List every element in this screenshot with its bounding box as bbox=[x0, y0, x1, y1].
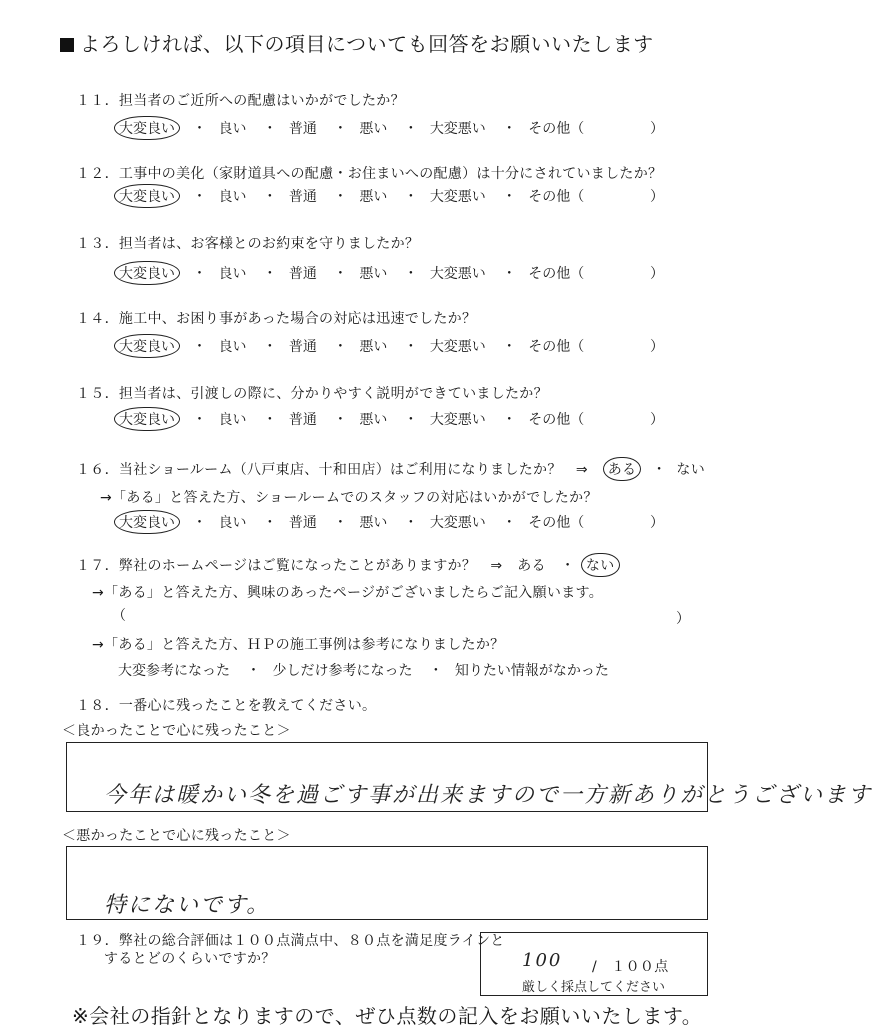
question-16-sub: →「ある」と答えた方、ショールームでのスタッフの対応はいかがでしたか？ bbox=[100, 490, 598, 506]
question-15: １５．担当者は、引渡しの際に、分かりやすく説明ができていましたか？ bbox=[76, 386, 548, 402]
question-13-options: 大変良い ・ 良い ・ 普通 ・ 悪い ・ 大変悪い ・ その他（ bbox=[118, 263, 584, 283]
option-other[interactable]: その他（ bbox=[528, 266, 585, 282]
question-17-sub1: →「ある」と答えた方、興味のあったページがございましたらご記入願います。 bbox=[92, 585, 603, 601]
paren-close: ） bbox=[650, 189, 664, 205]
option-other[interactable]: その他（ bbox=[528, 189, 585, 205]
option-bad[interactable]: 悪い bbox=[359, 121, 388, 137]
option-normal[interactable]: 普通 bbox=[288, 189, 317, 205]
paren-close: ） bbox=[676, 611, 691, 627]
option-good[interactable]: 良い bbox=[218, 189, 247, 205]
option-very-bad[interactable]: 大変悪い bbox=[429, 515, 486, 531]
question-17: １７．弊社のホームページはご覧になったことがありますか？ ⇒ ある ・ ない bbox=[76, 555, 616, 575]
paren-close: ） bbox=[650, 121, 664, 137]
question-19-line1: １９．弊社の総合評価は１００点満点中、８０点を満足度ラインと bbox=[76, 933, 505, 949]
option-bad[interactable]: 悪い bbox=[359, 515, 388, 531]
answer-no-selected[interactable]: ない bbox=[581, 553, 620, 577]
option-good[interactable]: 良い bbox=[218, 266, 247, 282]
choice-very-helpful[interactable]: 大変参考になった bbox=[118, 663, 230, 679]
option-very-good-selected[interactable]: 大変良い bbox=[114, 116, 180, 140]
question-11: １１．担当者のご近所への配慮はいかがでしたか？ bbox=[76, 93, 405, 109]
answer-yes[interactable]: ある bbox=[517, 558, 546, 574]
option-other[interactable]: その他（ bbox=[528, 515, 585, 531]
question-15-options: 大変良い ・ 良い ・ 普通 ・ 悪い ・ 大変悪い ・ その他（ bbox=[118, 409, 584, 429]
option-very-good-selected[interactable]: 大変良い bbox=[114, 261, 180, 285]
question-16-options: 大変良い ・ 良い ・ 普通 ・ 悪い ・ 大変悪い ・ その他（ bbox=[118, 512, 584, 532]
section-header bbox=[60, 28, 654, 57]
black-square-icon bbox=[60, 38, 74, 52]
option-other[interactable]: その他（ bbox=[528, 121, 585, 137]
bad-memory-label: ＜悪かったことで心に残ったこと＞ bbox=[62, 828, 291, 844]
score-note: 厳しく採点してください bbox=[522, 980, 666, 995]
answer-yes-selected[interactable]: ある bbox=[603, 457, 642, 481]
good-memory-label: ＜良かったことで心に残ったこと＞ bbox=[62, 723, 291, 739]
question-12-options: 大変良い ・ 良い ・ 普通 ・ 悪い ・ 大変悪い ・ その他（ bbox=[118, 186, 584, 206]
option-normal[interactable]: 普通 bbox=[288, 515, 317, 531]
paren-close: ） bbox=[650, 515, 664, 531]
option-bad[interactable]: 悪い bbox=[359, 189, 388, 205]
bad-memory-answer: 特にないです。 bbox=[104, 893, 271, 918]
option-bad[interactable]: 悪い bbox=[359, 412, 388, 428]
header-text: よろしければ、以下の項目についても回答をお願いいたします bbox=[80, 32, 654, 56]
choice-somewhat-helpful[interactable]: 少しだけ参考になった bbox=[272, 663, 413, 679]
option-bad[interactable]: 悪い bbox=[359, 266, 388, 282]
option-good[interactable]: 良い bbox=[218, 121, 247, 137]
question-11-options: 大変良い ・ 良い ・ 普通 ・ 悪い ・ 大変悪い ・ その他（ bbox=[118, 118, 584, 138]
answer-no[interactable]: ない bbox=[676, 462, 706, 478]
option-good[interactable]: 良い bbox=[218, 515, 247, 531]
good-memory-answer: 今年は暖かい冬を過ごす事が出来ますので一方新ありがとうございます bbox=[104, 783, 872, 808]
option-other[interactable]: その他（ bbox=[528, 412, 585, 428]
score-suffix: / １００点 bbox=[592, 959, 669, 975]
option-normal[interactable]: 普通 bbox=[288, 412, 317, 428]
option-very-bad[interactable]: 大変悪い bbox=[429, 189, 486, 205]
option-very-good-selected[interactable]: 大変良い bbox=[114, 407, 180, 431]
option-very-bad[interactable]: 大変悪い bbox=[429, 121, 486, 137]
option-very-good-selected[interactable]: 大変良い bbox=[114, 184, 180, 208]
choice-not-helpful[interactable]: 知りたい情報がなかった bbox=[454, 663, 609, 679]
option-very-good-selected[interactable]: 大変良い bbox=[114, 510, 180, 534]
score-value: 100 bbox=[522, 950, 563, 971]
option-other[interactable]: その他（ bbox=[528, 339, 585, 355]
question-17-choices: 大変参考になった ・ 少しだけ参考になった ・ 知りたい情報がなかった bbox=[118, 660, 609, 680]
question-19-line2: するとどのくらいですか？ bbox=[104, 951, 276, 967]
option-good[interactable]: 良い bbox=[218, 412, 247, 428]
question-17-sub2: →「ある」と答えた方、ＨＰの施工事例は参考になりましたか？ bbox=[92, 637, 505, 653]
paren-close: ） bbox=[650, 412, 664, 428]
question-18: １８．一番心に残ったことを教えてください。 bbox=[76, 698, 377, 714]
option-normal[interactable]: 普通 bbox=[288, 121, 317, 137]
option-very-bad[interactable]: 大変悪い bbox=[429, 412, 486, 428]
footer-note: ※会社の指針となりますので、ぜひ点数の記入をお願いいたします。 bbox=[72, 1004, 703, 1028]
question-16: １６．当社ショールーム（八戸東店、十和田店）はご利用になりましたか？ ⇒ ある ・ ない bbox=[76, 459, 705, 479]
option-very-good-selected[interactable]: 大変良い bbox=[114, 334, 180, 358]
option-normal[interactable]: 普通 bbox=[288, 266, 317, 282]
question-14-options: 大変良い ・ 良い ・ 普通 ・ 悪い ・ 大変悪い ・ その他（ bbox=[118, 336, 584, 356]
paren-open: （ bbox=[112, 608, 127, 624]
option-bad[interactable]: 悪い bbox=[359, 339, 388, 355]
question-13: １３．担当者は、お客様とのお約束を守りましたか？ bbox=[76, 236, 420, 252]
option-good[interactable]: 良い bbox=[218, 339, 247, 355]
paren-close: ） bbox=[650, 266, 664, 282]
question-14: １４．施工中、お困り事があった場合の対応は迅速でしたか？ bbox=[76, 311, 477, 327]
option-normal[interactable]: 普通 bbox=[288, 339, 317, 355]
option-very-bad[interactable]: 大変悪い bbox=[429, 339, 486, 355]
option-very-bad[interactable]: 大変悪い bbox=[429, 266, 486, 282]
question-12: １２．工事中の美化（家財道具への配慮・お住まいへの配慮）は十分にされていましたか？ bbox=[76, 166, 663, 182]
paren-close: ） bbox=[650, 339, 664, 355]
